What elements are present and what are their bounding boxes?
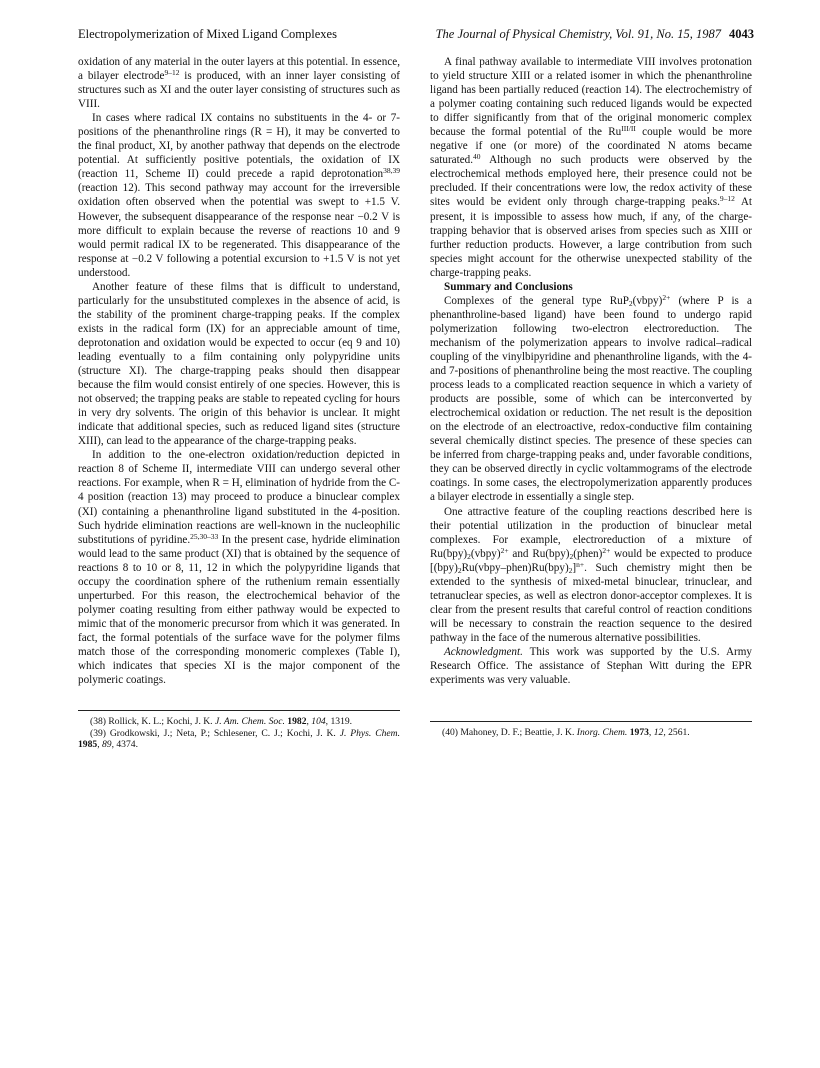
- section-title: Summary and Conclusions: [444, 280, 573, 293]
- footnote-40: (40) Mahoney, D. F.; Beattie, J. K. Inorg. Chem. 1973, 12, 2561.: [442, 727, 690, 738]
- right-column: [430, 55, 752, 687]
- left-paragraph-3: Another feature of these films that is difficult to understand, particularly for the unsubstituted complexes in the absence of acid, is the stability of the prominent charge-trapping peaks. If the complex exists in the radical form (IX) for an appreciable amount of time, deprotonation and oxidation would be expected to occur (eq 9 and 10) leading eventually to a film containing only polypyridine units (structure XI). The charge-trapping peaks should then disappear because the film would consist entirely of one species. However, this is not observed; the trapping peaks are stable to repeated cycling for hours in very dry solvents. The origin of this behavior is unclear. It might indicate that additional species, such as reduced ligand sites (structure XIII), can lead to the appearance of the charge-trapping peaks.: [78, 280, 400, 448]
- journal-name: The Journal of Physical Chemistry, Vol. 91, No. 15, 1987: [435, 27, 721, 41]
- page-header: [78, 27, 754, 47]
- running-title: Electropolymerization of Mixed Ligand Complexes: [78, 27, 337, 41]
- left-paragraph-1: oxidation of any material in the outer layers at this potential. In essence, a bilayer electrode$^{9-12}$ is produced, with an inner layer consisting of structures such as XI and the outer layer consisting of structures such as VIII.: [78, 56, 401, 111]
- right-paragraph-2: Complexes of the general type RuP$_2$(vbpy)$^{2+}$ (where P is a phenanthroline-based ligand) have been found to undergo rapid polymerization following two-electron electroreduction. The mechanism of the polymerization appears to involve radical–radical coupling of the vinylbipyridine and phenanthroline ligands, with the 4- and 7-positions of phenanthroline being the most reactive. The coupling process leads to a complicated reaction sequence in which a variety of products are possible, some of which can be interconverted by electrochemical oxidation or reduction. The net result is the deposition on the electrode of an electroactive, redox-conductive film containing several chemically distinct species. The presence of these species can be inferred from charge-trapping peaks and, under favorable conditions, they can be observed directly in cyclic voltammograms of the electrode coatings. In some cases, the electropolymerization apparently produces a bilayer electrode in essentially a single step.: [430, 292, 752, 504]
- left-paragraph-2: In cases where radical IX contains no substituents in the 4- or 7-positions of the phenanthroline rings (R = H), it may be converted to the final product, XI, by another pathway that depends on the electrode potential. At sufficiently positive potentials, the oxidation of IX (reaction 11, Scheme II) could precede a rapid deprotonation$^{38,39}$ (reaction 12). This second pathway may account for the irreversible oxidation often observed when the potential was swept to +1.5 V. However, the subsequent disappearance of the response near −0.2 V is more difficult to explain because the reverse of reactions 10 and 9 would permit radical IX to be regenerated. This disappearance of the response at −0.2 V following a potential excursion to +1.5 V is not yet understood.: [78, 112, 400, 279]
- footnote-38: (38) Rollick, K. L.; Kochi, J. K. J. Am. Chem. Soc. 1982, 104, 1319.: [90, 716, 353, 727]
- journal-citation: [436, 27, 754, 42]
- left-column: [78, 55, 400, 687]
- right-paragraph-1: A final pathway available to intermediate VIII involves protonation to yield structure XIII or a related isomer in which the phenanthroline ligand has been partially reduced (reaction 14). The electrochemistry of a polymer coating containing such reduced ligands would be expected to differ significantly from that of the original monomeric complex because the formal potential of the $Ru^{III/II}$ couple would be more negative if one (or more) of the coordinated N atoms became saturated.$^{40}$ Although no such products were observed by the electrochemical methods employed here, their presence could not be precluded. If their concentrations were low, the redox activity of these sites would be evident only through charge-trapping peaks.$^{9-12}$ At present, it is impossible to assess how much, if any, of the charge-trapping behavior that is observed arises from species such as XIII or further reduction products. However, a large contribution from such species might account for the otherwise unexpected stability of the charge-trapping peaks.: [430, 56, 752, 279]
- acknowledgment: [430, 645, 752, 687]
- right-paragraph-3: One attractive feature of the coupling reactions described here is their potential utilization in the production of binuclear metal complexes. For example, electroreduction of a mixture of $Ru(bpy)_2(vbpy)^{2+}$ and $Ru(bpy)_2(phen)^{2+}$ would be expected to produce $[(bpy)_2Ru(vbpy-phen)Ru(bpy)_2]^{n+}$. Such chemistry might then be extended to the synthesis of mixed-metal binuclear, trinuclear, and tetranuclear species, as well as electron donor-acceptor complexes. It is clear from the present results that careful control of reaction conditions will be necessary to constrain the reaction sequence to the desired pathway in the face of the numerous alternative possibilities.: [430, 505, 752, 644]
- left-paragraph-4: In addition to the one-electron oxidation/reduction depicted in reaction 8 of Scheme II, intermediate VIII can undergo several other reactions. For example, when R = H, elimination of hydride from the C-4 position (reaction 13) may proceed to produce a binuclear complex (XI) containing a phenanthroline ligand substituted in the 4-position. Such hydride elimination reactions are well-known in the nucleophilic substitutions of pyridine.$^{25,30-33}$ In the present case, hydride elimination would lead to the same product (XI) that is obtained by the sequence of reactions 8 to 10 or 8, 11, 12 in which the polypyridine ligands that occupy the coordination sphere of the ruthenium remain essentially unperturbed. For this reason, the electrochemical behavior of the polymer coating resulting from either pathway would be expected to mimic that of the monomeric precursor from which it was generated. In fact, the formal potentials of the surface wave for the polymer films match those of the corresponding monomeric complexes (Table I), which indicates that species XI is the major component of the polymeric coatings.: [78, 449, 400, 687]
- acknowledgment-text: This work was supported by the U.S. Army Research Office. The assistance of Stephan Witt during the EPR experiments was very valuable.: [430, 645, 752, 687]
- footnotes-left: [78, 710, 400, 751]
- acknowledgment-label: Acknowledgment.: [444, 645, 523, 658]
- footnotes-right: [430, 721, 752, 739]
- page-number: 4043: [729, 27, 754, 41]
- footnote-39: (39) Grodkowski, J.; Neta, P.; Schlesener, C. J.; Kochi, J. K. J. Phys. Chem. 1985, 89, 4374.: [78, 727, 400, 751]
